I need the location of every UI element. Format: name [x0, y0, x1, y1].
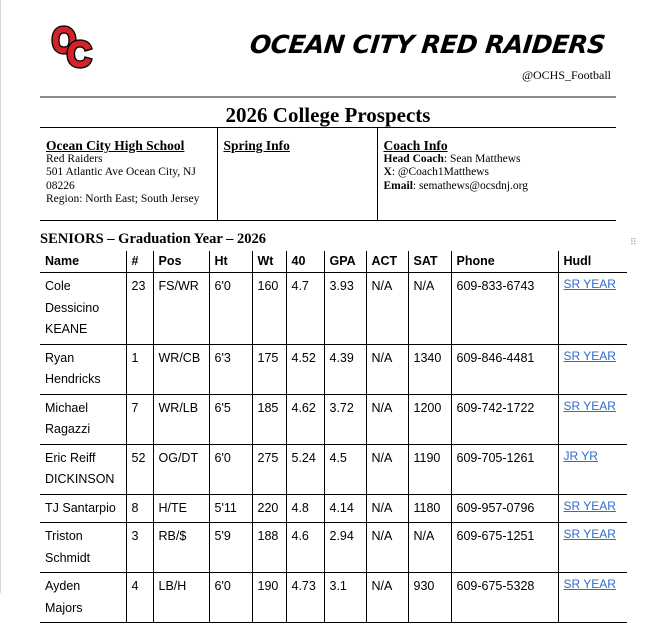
- player-act: N/A: [366, 394, 408, 444]
- col-header-pos: Pos: [153, 251, 209, 273]
- player-act: N/A: [366, 444, 408, 494]
- name-line: Ragazzi: [45, 422, 91, 436]
- player-number: 3: [126, 523, 153, 573]
- name-line: Ayden: [45, 579, 81, 593]
- player-sat: 930: [408, 573, 451, 623]
- name-line: Cole: [45, 279, 71, 293]
- x-label: X: [383, 166, 392, 178]
- player-forty: 4.7: [286, 273, 324, 345]
- player-phone: 609-833-6743: [451, 273, 558, 345]
- player-name: [40, 573, 126, 623]
- player-forty: 4.52: [286, 344, 324, 394]
- player-gpa: 3.1: [324, 573, 366, 623]
- player-act: N/A: [366, 344, 408, 394]
- player-forty: 5.24: [286, 444, 324, 494]
- hudl-link[interactable]: SR YEAR: [558, 273, 627, 345]
- player-act: N/A: [366, 494, 408, 523]
- head-coach-value: : Sean Matthews: [443, 152, 521, 165]
- player-sat: 1190: [408, 444, 451, 494]
- player-ht: 5'11: [209, 494, 252, 523]
- table-row: [40, 573, 627, 623]
- hudl-link[interactable]: SR YEAR: [558, 344, 627, 394]
- player-name: [40, 523, 126, 573]
- coach-heading: Coach Info: [383, 138, 448, 153]
- col-header-phone: Phone: [451, 251, 558, 273]
- player-sat: 1180: [408, 494, 451, 523]
- table-row: [40, 273, 627, 345]
- school-line: Red Raiders: [46, 152, 103, 165]
- player-forty: 4.62: [286, 394, 324, 444]
- player-name: [40, 344, 126, 394]
- name-line: Eric Reiff: [45, 450, 96, 465]
- player-pos: OG/DT: [153, 444, 209, 494]
- col-header-hudl: Hudl: [558, 251, 627, 273]
- player-gpa: 4.39: [324, 344, 366, 394]
- player-ht: 5'9: [209, 523, 252, 573]
- name-line: Dessicino: [45, 300, 100, 315]
- coach-info-cell: [377, 128, 616, 221]
- spring-info-cell: [217, 128, 377, 221]
- player-phone: 609-742-1722: [451, 394, 558, 444]
- player-ht: 6'5: [209, 394, 252, 444]
- player-wt: 185: [252, 394, 286, 444]
- name-line: Triston: [45, 529, 83, 543]
- col-header-sat: SAT: [408, 251, 451, 273]
- table-row: [40, 394, 627, 444]
- name-line: TJ Santarpio: [45, 500, 116, 515]
- hudl-link[interactable]: SR YEAR: [558, 494, 627, 523]
- player-pos: RB/$: [153, 523, 209, 573]
- table-row: [40, 444, 627, 494]
- table-row: [40, 344, 627, 394]
- player-forty: 4.73: [286, 573, 324, 623]
- spring-heading: Spring Info: [223, 138, 290, 153]
- ocean-city-logo: [50, 24, 94, 70]
- player-gpa: 3.72: [324, 394, 366, 444]
- twitter-handle: @OCHS_Football: [521, 68, 611, 82]
- email-label: Email: [383, 179, 413, 192]
- header-divider: [40, 96, 616, 98]
- player-sat: 1340: [408, 344, 451, 394]
- roster-header-row: [40, 251, 627, 273]
- name-line: Ryan: [45, 350, 75, 365]
- player-pos: LB/H: [153, 573, 209, 623]
- player-sat: N/A: [408, 273, 451, 345]
- email-value: : semathews@ocsdnj.org: [412, 179, 529, 192]
- player-act: N/A: [366, 573, 408, 623]
- email-line: [384, 180, 611, 194]
- col-header-number: #: [126, 251, 153, 273]
- player-sat: N/A: [408, 523, 451, 573]
- player-phone: 609-675-5328: [451, 573, 558, 623]
- player-pos: WR/CB: [153, 344, 209, 394]
- player-wt: 160: [252, 273, 286, 345]
- name-line: Michael: [45, 400, 89, 415]
- player-wt: 275: [252, 444, 286, 494]
- school-line: 501 Atlantic Ave Ocean City, NJ: [46, 166, 196, 178]
- player-phone: 609-675-1251: [451, 523, 558, 573]
- player-phone: 609-957-0796: [451, 494, 558, 523]
- table-move-handle-icon[interactable]: ⠿: [630, 238, 637, 248]
- info-table: [40, 127, 616, 221]
- player-name: [40, 394, 126, 444]
- document-title: 2026 College Prospects: [225, 103, 431, 127]
- player-gpa: 4.5: [324, 444, 366, 494]
- team-title: OCEAN CITY RED RAIDERS: [248, 30, 607, 59]
- player-name: [40, 494, 126, 523]
- player-sat: 1200: [408, 394, 451, 444]
- col-header-wt: Wt: [252, 251, 286, 273]
- name-line: Schmidt: [45, 550, 91, 565]
- hudl-link[interactable]: SR YEAR: [558, 523, 627, 573]
- player-pos: FS/WR: [153, 273, 209, 345]
- player-number: 1: [126, 344, 153, 394]
- head-coach-label: Head Coach: [383, 152, 444, 165]
- player-ht: 6'3: [209, 344, 252, 394]
- player-name: [40, 273, 126, 345]
- player-wt: 175: [252, 344, 286, 394]
- table-row: [40, 494, 627, 523]
- player-name: [40, 444, 126, 494]
- name-line: Hendricks: [45, 372, 101, 386]
- school-heading: Ocean City High School: [46, 138, 185, 153]
- player-ht: 6'0: [209, 273, 252, 345]
- player-phone: 609-846-4481: [451, 344, 558, 394]
- school-line: 08226: [46, 179, 75, 192]
- player-wt: 220: [252, 494, 286, 523]
- col-header-gpa: GPA: [324, 251, 366, 273]
- player-wt: 188: [252, 523, 286, 573]
- player-number: 52: [126, 444, 153, 494]
- head-coach-line: [384, 153, 611, 167]
- school-line: Region: North East; South Jersey: [46, 193, 200, 205]
- player-ht: 6'0: [209, 573, 252, 623]
- hudl-link[interactable]: SR YEAR: [558, 573, 627, 623]
- hudl-link[interactable]: SR YEAR: [558, 394, 627, 444]
- school-info-cell: [40, 128, 217, 221]
- x-value: : @Coach1Matthews: [391, 166, 489, 178]
- player-number: 23: [126, 273, 153, 345]
- roster-table: [40, 251, 627, 623]
- player-number: 8: [126, 494, 153, 523]
- col-header-name: Name: [45, 254, 80, 268]
- player-phone: 609-705-1261: [451, 444, 558, 494]
- player-pos: WR/LB: [153, 394, 209, 444]
- player-forty: 4.8: [286, 494, 324, 523]
- player-act: N/A: [366, 523, 408, 573]
- player-gpa: 2.94: [324, 523, 366, 573]
- name-line: KEANE: [45, 322, 88, 336]
- name-line: Majors: [45, 600, 83, 615]
- player-pos: H/TE: [153, 494, 209, 523]
- x-line: [384, 166, 611, 180]
- player-number: 4: [126, 573, 153, 623]
- player-gpa: 4.14: [324, 494, 366, 523]
- player-wt: 190: [252, 573, 286, 623]
- player-ht: 6'0: [209, 444, 252, 494]
- table-row: [40, 523, 627, 573]
- player-forty: 4.6: [286, 523, 324, 573]
- page-left-edge: [0, 0, 1, 593]
- section-title: SENIORS – Graduation Year – 2026: [40, 231, 266, 247]
- hudl-link[interactable]: JR YR: [558, 444, 627, 494]
- col-header-ht: Ht: [209, 251, 252, 273]
- player-gpa: 3.93: [324, 273, 366, 345]
- name-line: DICKINSON: [45, 472, 115, 486]
- player-number: 7: [126, 394, 153, 444]
- col-header-act: ACT: [366, 251, 408, 273]
- player-act: N/A: [366, 273, 408, 345]
- col-header-forty: 40: [286, 251, 324, 273]
